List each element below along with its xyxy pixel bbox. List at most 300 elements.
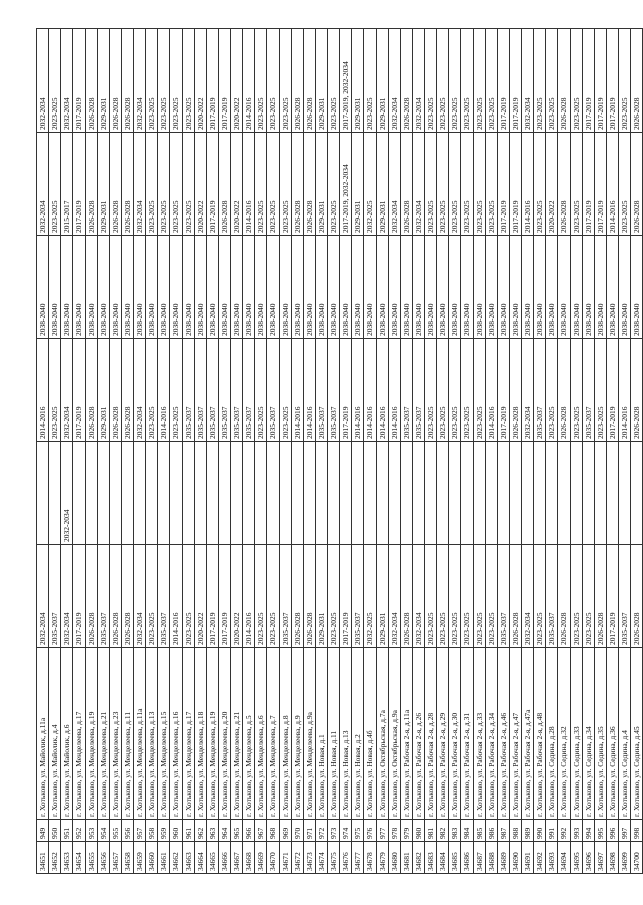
table-row (291, 29, 303, 874)
period-cell: 2023-2025 (364, 29, 376, 133)
period-cell: 2023-2025 (279, 133, 291, 236)
period-cell: 2026-2028 (85, 339, 97, 442)
period-cell: 2038-2040 (594, 236, 606, 339)
table-row (182, 29, 194, 874)
period-cell: 2038-2040 (37, 236, 49, 339)
table-row (619, 29, 631, 874)
period-cell: 2029-2031 (315, 133, 327, 236)
period-cell: 2023-2025 (594, 339, 606, 442)
period-cell: 2026-2028 (558, 545, 570, 648)
address-cell: г. Хотьково, ул. Рабочая 2-я, д.11а (400, 648, 412, 820)
period-cell: 2038-2040 (231, 236, 243, 339)
period-cell: 2023-2025 (570, 339, 582, 442)
period-cell: 2023-2025 (425, 545, 437, 648)
address-cell: г. Хотьково, ул. Рабочая 2-я, д.30 (449, 648, 461, 820)
table-row (134, 29, 146, 874)
row-id-cell: 34681 (400, 842, 412, 874)
period-cell: 2017-2019 (497, 29, 509, 133)
period-cell: 2038-2040 (449, 236, 461, 339)
period-cell: 2023-2025 (534, 133, 546, 236)
period-cell: 2026-2028 (303, 545, 315, 648)
table-row (485, 29, 497, 874)
period-cell: 2023-2025 (146, 133, 158, 236)
period-cell: 2023-2025 (534, 29, 546, 133)
row-number-cell: 958 (146, 820, 158, 842)
table-row (437, 29, 449, 874)
schedule-table (36, 28, 643, 874)
period-cell: 2017-2019 (340, 545, 352, 648)
period-cell: 2038-2040 (49, 236, 61, 339)
period-cell: 2017-2019 (509, 29, 521, 133)
row-number-cell: 989 (522, 820, 534, 842)
period-cell: 2023-2025 (437, 545, 449, 648)
period-cell: 2038-2040 (400, 236, 412, 339)
table-row (255, 29, 267, 874)
period-cell: 2026-2028 (109, 545, 121, 648)
period-cell: 2023-2025 (158, 29, 170, 133)
row-number-cell: 975 (352, 820, 364, 842)
period-cell: 2032-2034 (37, 545, 49, 648)
period-cell: 2017-2019 (497, 133, 509, 236)
row-number-cell: 994 (582, 820, 594, 842)
period-cell (303, 442, 315, 545)
row-number-cell: 997 (619, 820, 631, 842)
address-cell: г. Хотьково, ул. Рабочая 2-я, д.46 (497, 648, 509, 820)
period-cell: 2020-2022 (546, 133, 558, 236)
table-row (158, 29, 170, 874)
period-cell: 2026-2028 (85, 545, 97, 648)
address-cell: г. Хотьково, ул. Менделеева, д.20 (218, 648, 230, 820)
period-cell: 2014-2016 (243, 29, 255, 133)
period-cell: 2014-2016 (485, 339, 497, 442)
period-cell: 2035-2037 (194, 339, 206, 442)
address-cell: г. Хотьково, ул. Майолик, д.11а (37, 648, 49, 820)
address-cell: г. Хотьково, ул. Менделеева, д.21 (97, 648, 109, 820)
table-row (97, 29, 109, 874)
row-number-cell: 957 (134, 820, 146, 842)
period-cell (461, 442, 473, 545)
period-cell (170, 442, 182, 545)
period-cell (388, 442, 400, 545)
period-cell: 2020-2022 (231, 29, 243, 133)
row-number-cell: 965 (231, 820, 243, 842)
address-cell: г. Хотьково, ул. Менделеева, д.21 (231, 648, 243, 820)
table-row (243, 29, 255, 874)
address-cell: г. Хотьково, ул. Седина, д.45 (631, 648, 643, 820)
period-cell: 2038-2040 (279, 236, 291, 339)
period-cell: 2032-2034 (61, 442, 73, 545)
period-cell: 2026-2028 (218, 133, 230, 236)
period-cell (497, 442, 509, 545)
period-cell: 2035-2037 (534, 339, 546, 442)
period-cell: 2038-2040 (315, 236, 327, 339)
period-cell: 2023-2025 (485, 545, 497, 648)
row-number-cell: 976 (364, 820, 376, 842)
period-cell: 2038-2040 (473, 236, 485, 339)
address-cell: г. Хотьково, ул. Рабочая 2-я, д.29 (437, 648, 449, 820)
period-cell: 2023-2025 (425, 133, 437, 236)
row-number-cell: 991 (546, 820, 558, 842)
row-id-cell: 34694 (558, 842, 570, 874)
period-cell (376, 442, 388, 545)
period-cell: 2017-2019 (73, 339, 85, 442)
period-cell: 2038-2040 (425, 236, 437, 339)
table-row (146, 29, 158, 874)
row-number-cell: 962 (194, 820, 206, 842)
row-id-cell: 34652 (49, 842, 61, 874)
row-id-cell: 34683 (425, 842, 437, 874)
period-cell: 2032-2034 (61, 545, 73, 648)
period-cell: 2014-2016 (522, 133, 534, 236)
period-cell: 2038-2040 (461, 236, 473, 339)
period-cell: 2035-2037 (218, 339, 230, 442)
period-cell: 2017-2019 (606, 545, 618, 648)
period-cell: 2032-2034 (134, 29, 146, 133)
period-cell: 2038-2040 (158, 236, 170, 339)
period-cell (73, 442, 85, 545)
period-cell: 2023-2025 (534, 545, 546, 648)
period-cell: 2023-2025 (146, 29, 158, 133)
period-cell: 2014-2016 (158, 339, 170, 442)
period-cell: 2032-2034 (37, 29, 49, 133)
period-cell (218, 442, 230, 545)
period-cell: 2038-2040 (509, 236, 521, 339)
period-cell: 2023-2025 (158, 133, 170, 236)
row-id-cell: 34656 (97, 842, 109, 874)
address-cell: г. Хотьково, ул. Менделеева, д.15 (158, 648, 170, 820)
period-cell: 2014-2016 (243, 545, 255, 648)
table-row (582, 29, 594, 874)
period-cell: 2017-2019, 2032-2034 (340, 29, 352, 133)
period-cell: 2017-2019 (594, 29, 606, 133)
row-id-cell: 34689 (497, 842, 509, 874)
row-number-cell: 987 (497, 820, 509, 842)
table-row (279, 29, 291, 874)
row-number-cell: 986 (485, 820, 497, 842)
period-cell: 2026-2028 (291, 545, 303, 648)
period-cell: 2026-2028 (631, 339, 643, 442)
address-cell: г. Хотьково, ул. Менделеева, д.17 (73, 648, 85, 820)
period-cell: 2023-2025 (425, 29, 437, 133)
period-cell: 2035-2037 (158, 545, 170, 648)
row-id-cell: 34691 (522, 842, 534, 874)
period-cell: 2035-2037 (352, 545, 364, 648)
address-cell: г. Хотьково, ул. Менделеева, д.13 (146, 648, 158, 820)
period-cell: 2014-2016 (170, 545, 182, 648)
period-cell: 2023-2025 (279, 339, 291, 442)
row-number-cell: 990 (534, 820, 546, 842)
period-cell (412, 442, 424, 545)
table-row (315, 29, 327, 874)
period-cell: 2026-2028 (85, 29, 97, 133)
period-cell: 2023-2025 (449, 545, 461, 648)
period-cell: 2026-2028 (303, 29, 315, 133)
period-cell: 2038-2040 (267, 236, 279, 339)
period-cell: 2035-2037 (267, 339, 279, 442)
address-cell: г. Хотьково, ул. Рабочая 2-я, д.47а (522, 648, 534, 820)
period-cell: 2017-2019 (582, 133, 594, 236)
address-cell: г. Хотьково, ул. Менделеева, д.8 (279, 648, 291, 820)
period-cell: 2017-2019 (73, 545, 85, 648)
period-cell: 2038-2040 (497, 236, 509, 339)
period-cell: 2023-2025 (461, 133, 473, 236)
period-cell (485, 442, 497, 545)
period-cell: 2026-2028 (509, 339, 521, 442)
period-cell: 2032-2034 (61, 339, 73, 442)
period-cell: 2023-2025 (49, 29, 61, 133)
address-cell: г. Хотьково, ул. Рабочая 2-я, д.31 (461, 648, 473, 820)
period-cell: 2023-2025 (449, 133, 461, 236)
address-cell: г. Хотьково, ул. Менделеева, д.17 (182, 648, 194, 820)
period-cell (425, 442, 437, 545)
period-cell: 2023-2025 (170, 29, 182, 133)
table-row (534, 29, 546, 874)
row-number-cell: 966 (243, 820, 255, 842)
table-row (206, 29, 218, 874)
period-cell: 2023-2025 (146, 339, 158, 442)
row-id-cell: 34654 (73, 842, 85, 874)
table-row (303, 29, 315, 874)
period-cell: 2023-2025 (473, 29, 485, 133)
period-cell: 2023-2025 (570, 29, 582, 133)
address-cell: г. Хотьково, ул. Седина, д.36 (606, 648, 618, 820)
row-id-cell: 34686 (461, 842, 473, 874)
period-cell: 2020-2022 (194, 133, 206, 236)
period-cell: 2038-2040 (352, 236, 364, 339)
row-number-cell: 952 (73, 820, 85, 842)
row-number-cell: 956 (121, 820, 133, 842)
row-number-cell: 973 (328, 820, 340, 842)
row-id-cell: 34698 (606, 842, 618, 874)
period-cell: 2035-2037 (49, 545, 61, 648)
address-cell: г. Хотьково, ул. Менделеева, д.9 (291, 648, 303, 820)
address-cell: г. Хотьково, ул. Рабочая 2-я, д.28 (425, 648, 437, 820)
period-cell: 2032-2034 (134, 133, 146, 236)
row-id-cell: 34676 (340, 842, 352, 874)
period-cell: 2023-2025 (49, 133, 61, 236)
period-cell: 2026-2028 (631, 133, 643, 236)
row-id-cell: 34668 (243, 842, 255, 874)
period-cell: 2035-2037 (206, 339, 218, 442)
period-cell: 2023-2025 (473, 339, 485, 442)
period-cell: 2023-2025 (267, 545, 279, 648)
period-cell: 2035-2037 (182, 339, 194, 442)
period-cell: 2023-2025 (170, 339, 182, 442)
period-cell: 2035-2037 (412, 339, 424, 442)
period-cell: 2023-2025 (619, 133, 631, 236)
address-cell: г. Хотьково, ул. Менделеева, д.19 (85, 648, 97, 820)
period-cell: 2023-2025 (570, 545, 582, 648)
period-cell: 2026-2028 (400, 545, 412, 648)
period-cell: 2023-2025 (182, 29, 194, 133)
period-cell: 2015-2017 (61, 133, 73, 236)
period-cell (121, 442, 133, 545)
table-row (85, 29, 97, 874)
period-cell: 2023-2025 (255, 545, 267, 648)
period-cell: 2035-2037 (97, 545, 109, 648)
row-number-cell: 981 (425, 820, 437, 842)
period-cell: 2017-2019 (206, 133, 218, 236)
table-row (412, 29, 424, 874)
address-cell: г. Хотьково, ул. Рабочая 2-я, д.48 (534, 648, 546, 820)
period-cell: 2038-2040 (182, 236, 194, 339)
period-cell (255, 442, 267, 545)
table-row (231, 29, 243, 874)
row-id-cell: 34672 (291, 842, 303, 874)
row-number-cell: 980 (412, 820, 424, 842)
period-cell: 2023-2025 (461, 29, 473, 133)
period-cell: 2029-2031 (315, 29, 327, 133)
row-id-cell: 34661 (158, 842, 170, 874)
period-cell (315, 442, 327, 545)
period-cell: 2023-2025 (582, 545, 594, 648)
period-cell: 2038-2040 (485, 236, 497, 339)
period-cell: 2014-2016 (303, 339, 315, 442)
period-cell: 2017-2019 (606, 339, 618, 442)
period-cell: 2023-2025 (182, 133, 194, 236)
period-cell: 2017-2019 (206, 29, 218, 133)
period-cell: 2023-2025 (328, 545, 340, 648)
period-cell: 2029-2031 (97, 29, 109, 133)
period-cell: 2020-2022 (231, 133, 243, 236)
row-id-cell: 34670 (267, 842, 279, 874)
row-number-cell: 983 (449, 820, 461, 842)
period-cell: 2023-2025 (425, 339, 437, 442)
period-cell: 2014-2016 (352, 339, 364, 442)
row-id-cell: 34678 (364, 842, 376, 874)
period-cell: 2038-2040 (255, 236, 267, 339)
period-cell (37, 442, 49, 545)
period-cell: 2038-2040 (328, 236, 340, 339)
address-cell: г. Хотьково, ул. Рабочая 2-я, д.26 (412, 648, 424, 820)
period-cell: 2017-2019 (218, 545, 230, 648)
row-number-cell: 978 (388, 820, 400, 842)
period-cell: 2026-2028 (303, 133, 315, 236)
period-cell: 2038-2040 (61, 236, 73, 339)
period-cell: 2023-2025 (437, 29, 449, 133)
period-cell: 2035-2037 (243, 339, 255, 442)
address-cell: г. Хотьково, ул. Менделеева, д.19 (206, 648, 218, 820)
period-cell (291, 442, 303, 545)
table-row (340, 29, 352, 874)
period-cell: 2026-2028 (291, 133, 303, 236)
table-row (400, 29, 412, 874)
row-number-cell: 970 (291, 820, 303, 842)
period-cell: 2017-2019 (509, 133, 521, 236)
address-cell: г. Хотьково, ул. Майолик, д.6 (61, 648, 73, 820)
period-cell: 2032-2034 (134, 339, 146, 442)
period-cell: 2023-2025 (461, 339, 473, 442)
period-cell: 2014-2016 (243, 133, 255, 236)
period-cell (606, 442, 618, 545)
period-cell (631, 442, 643, 545)
address-cell: г. Хотьково, ул. Новая, д.13 (340, 648, 352, 820)
row-number-cell: 974 (340, 820, 352, 842)
period-cell: 2038-2040 (97, 236, 109, 339)
period-cell (182, 442, 194, 545)
period-cell: 2023-2025 (461, 545, 473, 648)
period-cell: 2023-2025 (255, 29, 267, 133)
row-id-cell: 34688 (485, 842, 497, 874)
period-cell: 2035-2037 (400, 339, 412, 442)
period-cell: 2032-2034 (134, 545, 146, 648)
period-cell (49, 442, 61, 545)
address-cell: г. Хотьково, ул. Рабочая 2-я, д.47 (509, 648, 521, 820)
period-cell: 2023-2025 (619, 29, 631, 133)
row-number-cell: 971 (303, 820, 315, 842)
period-cell: 2038-2040 (73, 236, 85, 339)
period-cell: 2038-2040 (243, 236, 255, 339)
period-cell: 2038-2040 (437, 236, 449, 339)
period-cell: 2017-2019 (73, 133, 85, 236)
table-row (497, 29, 509, 874)
row-id-cell: 34690 (509, 842, 521, 874)
period-cell: 2014-2016 (606, 133, 618, 236)
period-cell (328, 442, 340, 545)
period-cell: 2032-2034 (412, 29, 424, 133)
period-cell (97, 442, 109, 545)
period-cell (352, 442, 364, 545)
period-cell: 2038-2040 (376, 236, 388, 339)
address-cell: г. Хотьково, ул. Седина, д.35 (594, 648, 606, 820)
period-cell (134, 442, 146, 545)
period-cell: 2035-2037 (497, 545, 509, 648)
row-number-cell: 988 (509, 820, 521, 842)
address-cell: г. Хотьково, ул. Новая, д.4б (364, 648, 376, 820)
table-row (473, 29, 485, 874)
table-row (449, 29, 461, 874)
period-cell: 2023-2025 (279, 29, 291, 133)
period-cell: 2023-2025 (546, 339, 558, 442)
period-cell: 2038-2040 (388, 236, 400, 339)
period-cell: 2029-2031 (97, 133, 109, 236)
row-number-cell: 993 (570, 820, 582, 842)
period-cell (473, 442, 485, 545)
period-cell: 2017-2019 (206, 545, 218, 648)
address-cell: г. Хотьково, ул. Майолик, д.4 (49, 648, 61, 820)
address-cell: г. Хотьково, ул. Менделеева, д.6 (255, 648, 267, 820)
period-cell: 2038-2040 (364, 236, 376, 339)
period-cell: 2038-2040 (121, 236, 133, 339)
row-number-cell: 963 (206, 820, 218, 842)
period-cell: 2038-2040 (606, 236, 618, 339)
row-id-cell: 34663 (182, 842, 194, 874)
period-cell: 2023-2025 (328, 29, 340, 133)
table-row (594, 29, 606, 874)
period-cell: 2017-2019 (606, 29, 618, 133)
period-cell: 2038-2040 (146, 236, 158, 339)
period-cell: 2026-2028 (558, 339, 570, 442)
row-number-cell: 996 (606, 820, 618, 842)
address-cell: г. Хотьково, ул. Менделеева, д.16 (170, 648, 182, 820)
period-cell: 2023-2025 (170, 133, 182, 236)
period-cell: 2029-2031 (352, 29, 364, 133)
period-cell: 2023-2025 (267, 29, 279, 133)
period-cell: 2026-2028 (291, 29, 303, 133)
table-row (73, 29, 85, 874)
period-cell: 2029-2031 (352, 133, 364, 236)
period-cell: 2038-2040 (218, 236, 230, 339)
row-id-cell: 34696 (582, 842, 594, 874)
row-number-cell: 969 (279, 820, 291, 842)
row-id-cell: 34660 (146, 842, 158, 874)
row-number-cell: 982 (437, 820, 449, 842)
period-cell: 2023-2025 (437, 133, 449, 236)
period-cell: 2038-2040 (412, 236, 424, 339)
period-cell: 2020-2022 (231, 545, 243, 648)
row-id-cell: 34687 (473, 842, 485, 874)
table-row (49, 29, 61, 874)
